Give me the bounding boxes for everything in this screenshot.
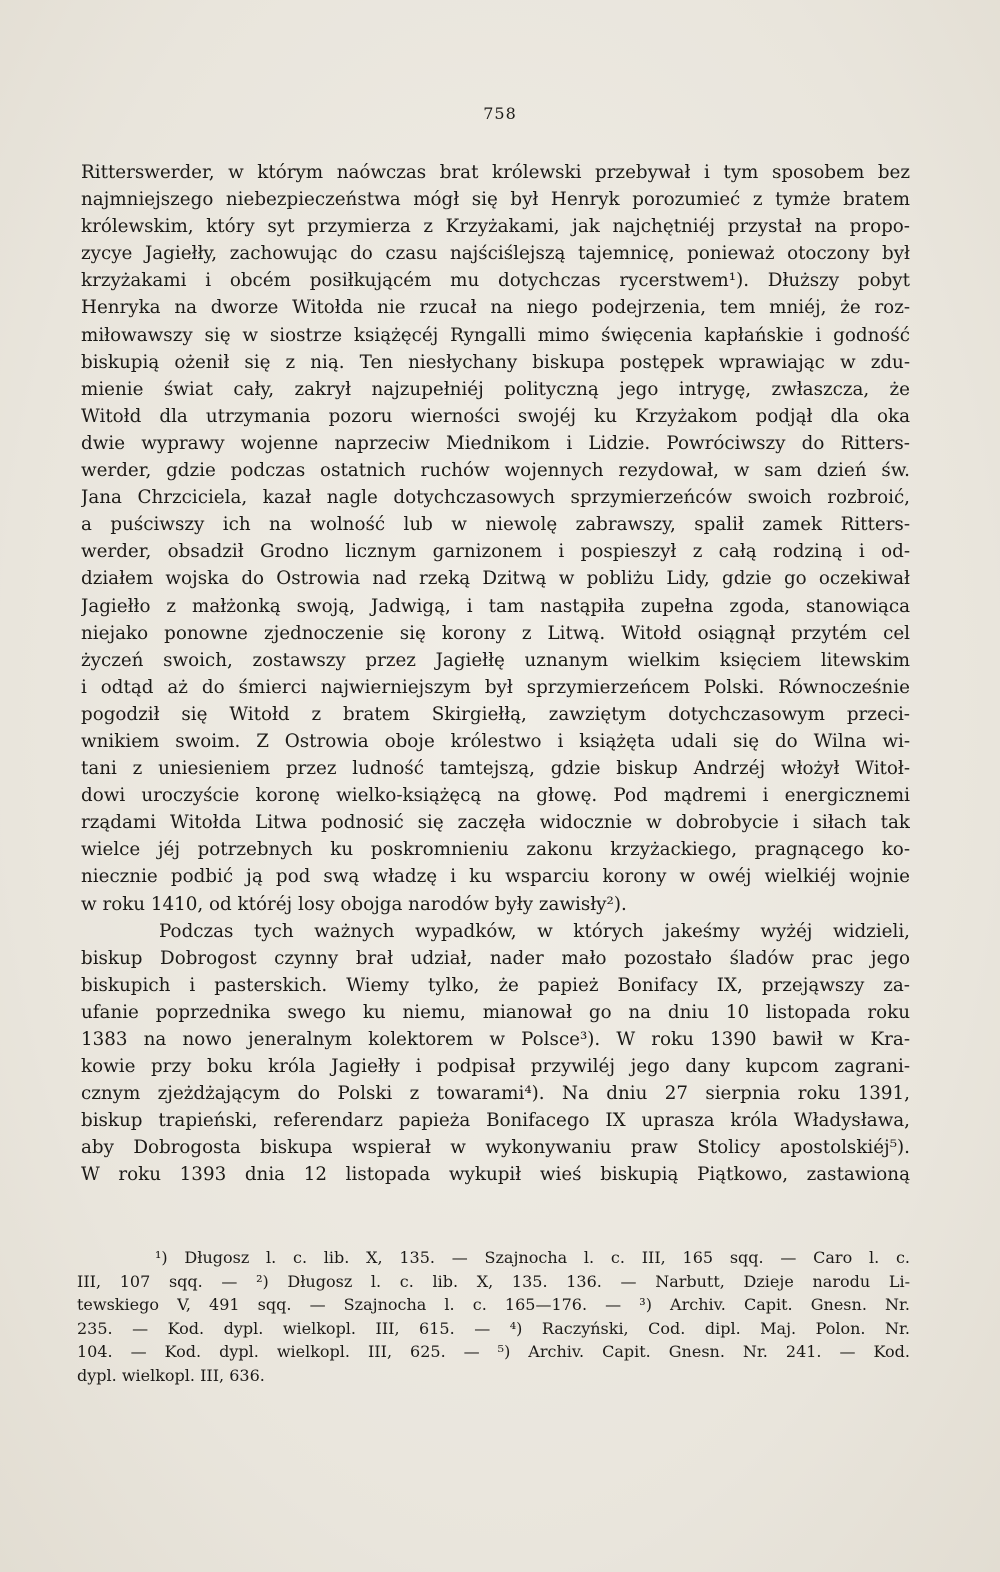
text-line: cznym zjeżdżającym do Polski z towarami⁴). Na dniu 27 sierpnia roku 1391,: [81, 1083, 910, 1105]
main-text: [81, 159, 910, 1189]
text-line: i odtąd aż do śmierci najwierniejszym był sprzymierzeńcem Polski. Równocześnie: [81, 676, 910, 698]
text-line: zycye Jagiełły, zachowując do czasu najściślejszą tajemnicę, ponieważ otoczony był: [81, 243, 910, 265]
footnote-line: III, 107 sqq. — ²) Długosz l. c. lib. X, 135. 136. — Narbutt, Dzieje narodu Li-: [77, 1271, 910, 1291]
text-line: życzeń swoich, zostawszy przez Jagiełłę uznanym wielkim księciem litewskim: [81, 649, 910, 671]
text-line: Henryka na dworze Witołda nie rzucał na niego podejrzenia, tem mniéj, że roz-: [81, 297, 910, 319]
text-line: miłowawszy się w siostrze książęcéj Ryngalli mimo święcenia kapłańskie i godność: [81, 324, 910, 346]
footnotes: [77, 1246, 910, 1387]
text-line: Jagiełło z małżonką swoją, Jadwigą, i tam nastąpiła zupełna zgoda, stanowiąca: [81, 595, 910, 617]
text-line: biskupich i pasterskich. Wiemy tylko, że papież Bonifacy IX, przejąwszy za-: [81, 974, 910, 996]
paragraph-end-line: w roku 1410, od któréj losy obojga narodów były zawisły²).: [81, 893, 627, 915]
text-line: tani z uniesieniem przez ludność tamtejszą, gdzie biskup Andrzéj włożył Witoł-: [81, 758, 910, 780]
footnote-line: 235. — Kod. dypl. wielkopl. III, 615. — ⁴) Raczyński, Cod. dipl. Maj. Polon. Nr.: [77, 1318, 910, 1338]
text-line: wielce jéj potrzebnych ku poskromnieniu zakonu krzyżackiego, pragnącego ko-: [81, 839, 910, 861]
text-line: krzyżakami i obcém posiłkującém mu dotychczas rycerstwem¹). Dłuższy pobyt: [81, 270, 910, 292]
text-line: werder, obsadził Grodno licznym garnizonem i pospieszył z całą rodziną i od-: [81, 541, 910, 563]
text-line: działem wojska do Ostrowia nad rzeką Dzitwą w pobliżu Lidy, gdzie go oczekiwał: [81, 568, 910, 590]
text-line: mienie świat cały, zakrył najzupełniéj polityczną jego intrygę, zwłaszcza, że: [81, 378, 910, 400]
text-line: królewskim, który syt przymierza z Krzyżakami, jak najchętniéj przystał na propo-: [81, 216, 910, 238]
footnote-line: dypl. wielkopl. III, 636.: [77, 1365, 265, 1385]
text-line: Jana Chrzciciela, kazał nagle dotychczasowych sprzymierzeńców swoich rozbroić,: [81, 487, 910, 509]
text-line: biskup trapieński, referendarz papieża Bonifacego IX uprasza króla Władysława,: [81, 1110, 910, 1132]
text-line: pogodził się Witołd z bratem Skirgiełłą, zawziętym dotychczasowym przeci-: [81, 703, 910, 725]
text-line: wnikiem swoim. Z Ostrowia oboje królestwo i książęta udali się do Wilna wi-: [81, 730, 910, 752]
text-line: kowie przy boku króla Jagiełły i podpisał przywiléj jego dany kupcom zagrani-: [81, 1056, 910, 1078]
text-line: biskup Dobrogost czynny brał udział, nader mało pozostało śladów prac jego: [81, 947, 910, 969]
text-line: rządami Witołda Litwa podnosić się zaczęła widocznie w dobrobycie i siłach tak: [81, 812, 910, 834]
text-line: Witołd dla utrzymania pozoru wierności swojéj ku Krzyżakom podjął dla oka: [81, 405, 910, 427]
text-line: werder, gdzie podczas ostatnich ruchów wojennych rezydował, w sam dzień św.: [81, 460, 910, 482]
text-line: niecznie podbić ją pod swą władzę i ku wsparciu korony w owéj wielkiéj wojnie: [81, 866, 910, 888]
text-line: dowi uroczyście koronę wielko-książęcą na głowę. Pod mądremi i energicznemi: [81, 785, 910, 807]
footnote-line: 104. — Kod. dypl. wielkopl. III, 625. — ⁵) Archiv. Capit. Gnesn. Nr. 241. — Kod.: [77, 1342, 910, 1361]
text-line: aby Dobrogosta biskupa wspierał w wykonywaniu praw Stolicy apostolskiéj⁵).: [81, 1137, 910, 1159]
text-line: ufanie poprzednika swego ku niemu, mianował go na dniu 10 listopada roku: [81, 1001, 910, 1023]
text-line: dwie wyprawy wojenne naprzeciw Miednikom i Lidzie. Powróciwszy do Ritters-: [81, 432, 910, 454]
text-line: 1383 na nowo jeneralnym kolektorem w Polsce³). W roku 1390 bawił w Kra-: [81, 1029, 910, 1050]
paragraph-start-line: Podczas tych ważnych wypadków, w których jakeśmy wyżéj widzieli,: [159, 920, 910, 942]
footnote-line: ¹) Długosz l. c. lib. X, 135. — Szajnocha l. c. III, 165 sqq. — Caro l. c.: [155, 1248, 910, 1267]
footnote-line: tewskiego V, 491 sqq. — Szajnocha l. c. 165—176. — ³) Archiv. Capit. Gnesn. Nr.: [77, 1295, 910, 1314]
text-line: biskupią ożenił się z nią. Ten niesłychany biskupa postępek wprawiając w zdu-: [81, 351, 910, 373]
page-number: 758: [483, 104, 517, 123]
text-line: najmniejszego niebezpieczeństwa mógł się był Henryk porozumieć z tymże bratem: [81, 189, 910, 211]
text-line: a puściwszy ich na wolność lub w niewolę zabrawszy, spalił zamek Ritters-: [81, 514, 910, 536]
text-line: niejako ponowne zjednoczenie się korony z Litwą. Witołd osiągnął przytém cel: [81, 622, 910, 644]
text-line: Ritterswerder, w którym naówczas brat królewski przebywał i tym sposobem bez: [81, 162, 910, 183]
text-line: W roku 1393 dnia 12 listopada wykupił wieś biskupią Piątkowo, zastawioną: [81, 1164, 910, 1186]
